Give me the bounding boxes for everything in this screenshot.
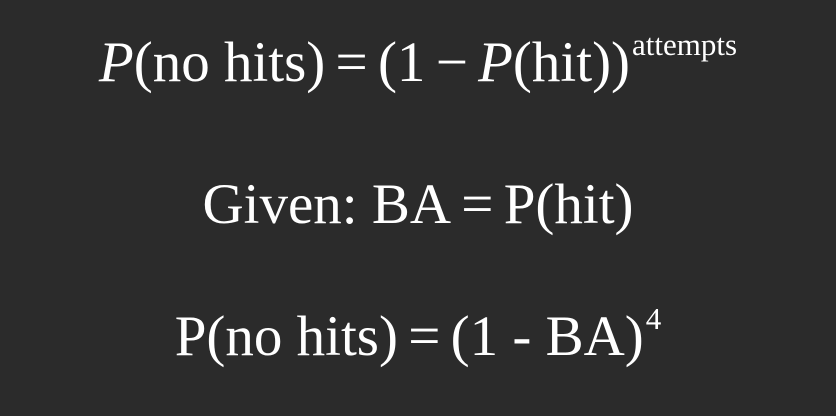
formula2-equals: =: [408, 305, 441, 368]
given-equals: =: [461, 173, 494, 236]
formula1-lhs-arg: (no hits): [133, 31, 326, 94]
given-statement: [0, 173, 836, 236]
general-formula: [0, 27, 836, 94]
formula1-rhs-arg: (hit)): [512, 31, 631, 94]
formula2-rhs: (1 - BA): [450, 305, 644, 368]
formula2-lhs: P(no hits): [174, 305, 398, 368]
specific-formula: [0, 301, 836, 368]
given-text: Given: BA: [202, 173, 452, 236]
formula1-equals: =: [335, 31, 368, 94]
formula1-lhs-symbol: P: [98, 31, 134, 94]
formula1-rhs-symbol: P: [478, 31, 513, 94]
formula1-open-paren: (1: [377, 31, 426, 94]
given-rhs: P(hit): [503, 173, 634, 236]
formula1-exponent: attempts: [632, 27, 738, 62]
formula1-minus: −: [435, 31, 468, 94]
formula2-exponent: 4: [645, 301, 662, 336]
